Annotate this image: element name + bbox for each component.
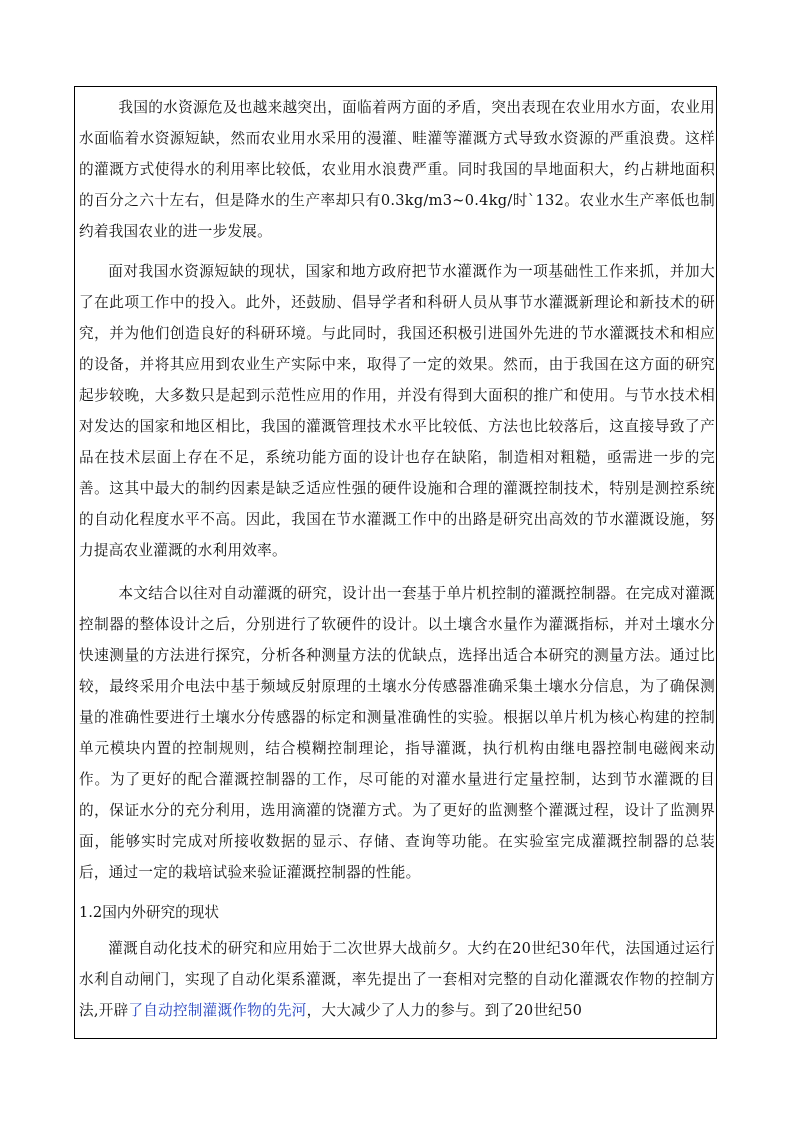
paragraph-policy: 面对我国水资源短缺的现状，国家和地方政府把节水灌溉作为一项基础性工作来抓，并加大了在此项工作中的投入。此外，还鼓励、倡导学者和科研人员从事节水灌溉新理论和新技术的研究，并为他们创造良好的科研环境。与此同时，我国还积极引进国外先进的节水灌溉技术和相应的设备，并将其应用到农业生产实际中来，取得了一定的效果。然而，由于我国在这方面的研究起步较晚，大多数只是起到示范性应用的作用，并没有得到大面积的推广和使用。与节水技术相对发达的国家和地区相比，我国的灌溉管理技术水平比较低、方法也比较落后，这直接导致了产品在技术层面上存在不足，系统功能方面的设计也存在缺陷，制造相对粗糙，亟需进一步的完善。这其中最大的制约因素是缺乏适应性强的硬件设施和合理的灌溉控制技术，特别是测控系统的自动化程度水平不高。因此，我国在节水灌溉工作中的出路是研究出高效的节水灌溉设施，努力提高农业灌溉的水利用效率。 <box>79 263 715 559</box>
paragraph-research-design: 本文结合以往对自动灌溉的研究，设计出一套基于单片机控制的灌溉控制器。在完成对灌溉控制器的整体设计之后，分别进行了软硬件的设计。以土壤含水量作为灌溉指标，并对土壤水分快速测量的方法进行探究，分析各种测量方法的优缺点，选择出适合本研究的测量方法。通过比较，最终采用介电法中基于频域反射原理的土壤水分传感器准确采集土壤水分信息，为了确保测量的准确性要进行土壤水分传感器的标定和测量准确性的实验。根据以单片机为核心构建的控制单元模块内置的控制规则，结合模糊控制理论，指导灌溉，执行机构由继电器控制电磁阀来动作。为了更好的配合灌溉控制器的工作，尽可能的对灌水量进行定量控制，达到节水灌溉的目的，保证水分的充分利用，选用滴灌的饶灌方式。为了更好的监测整个灌溉过程，设计了监测界面，能够实时完成对所接收数据的显示、存储、查询等功能。在实验室完成灌溉控制器的总装后，通过一定的栽培试验来验证灌溉控制器的性能。 <box>79 585 715 881</box>
history-link[interactable]: 了自动控制灌溉作物的先河 <box>128 1002 307 1019</box>
paragraph-water-crisis: 我国的水资源危及也越来越突出，面临着两方面的矛盾，突出表现在农业用水方面，农业用水面临着水资源短缺，然而农业用水采用的漫灌、畦灌等灌溉方式导致水资源的严重浪费。这样的灌溉方式使得水的利用率比较低，农业用水浪费严重。同时我国的旱地面积大，约占耕地面积的百分之六十左右，但是降水的生产率却只有0.3kg/m3~0.4kg/时`132。农业水生产率低也制约着我国农业的进一步发展。 <box>79 99 715 240</box>
history-text-start: 灌溉自动化技术的研究和应用始于二次世界大战前夕。大约在20世纪30年代，法国通过运行水利自动闸门，实现了自动化渠系灌溉，率先提出了一套相对完整的自动化灌溉农作物的控制方法,开辟 <box>79 940 715 1019</box>
paragraph-history <box>79 933 715 1026</box>
section-heading: 1.2国内外研究的现状 <box>79 904 219 921</box>
document-body <box>79 92 715 1035</box>
history-text-end: ，大大减少了人力的参与。到了20世纪50 <box>306 1002 583 1019</box>
